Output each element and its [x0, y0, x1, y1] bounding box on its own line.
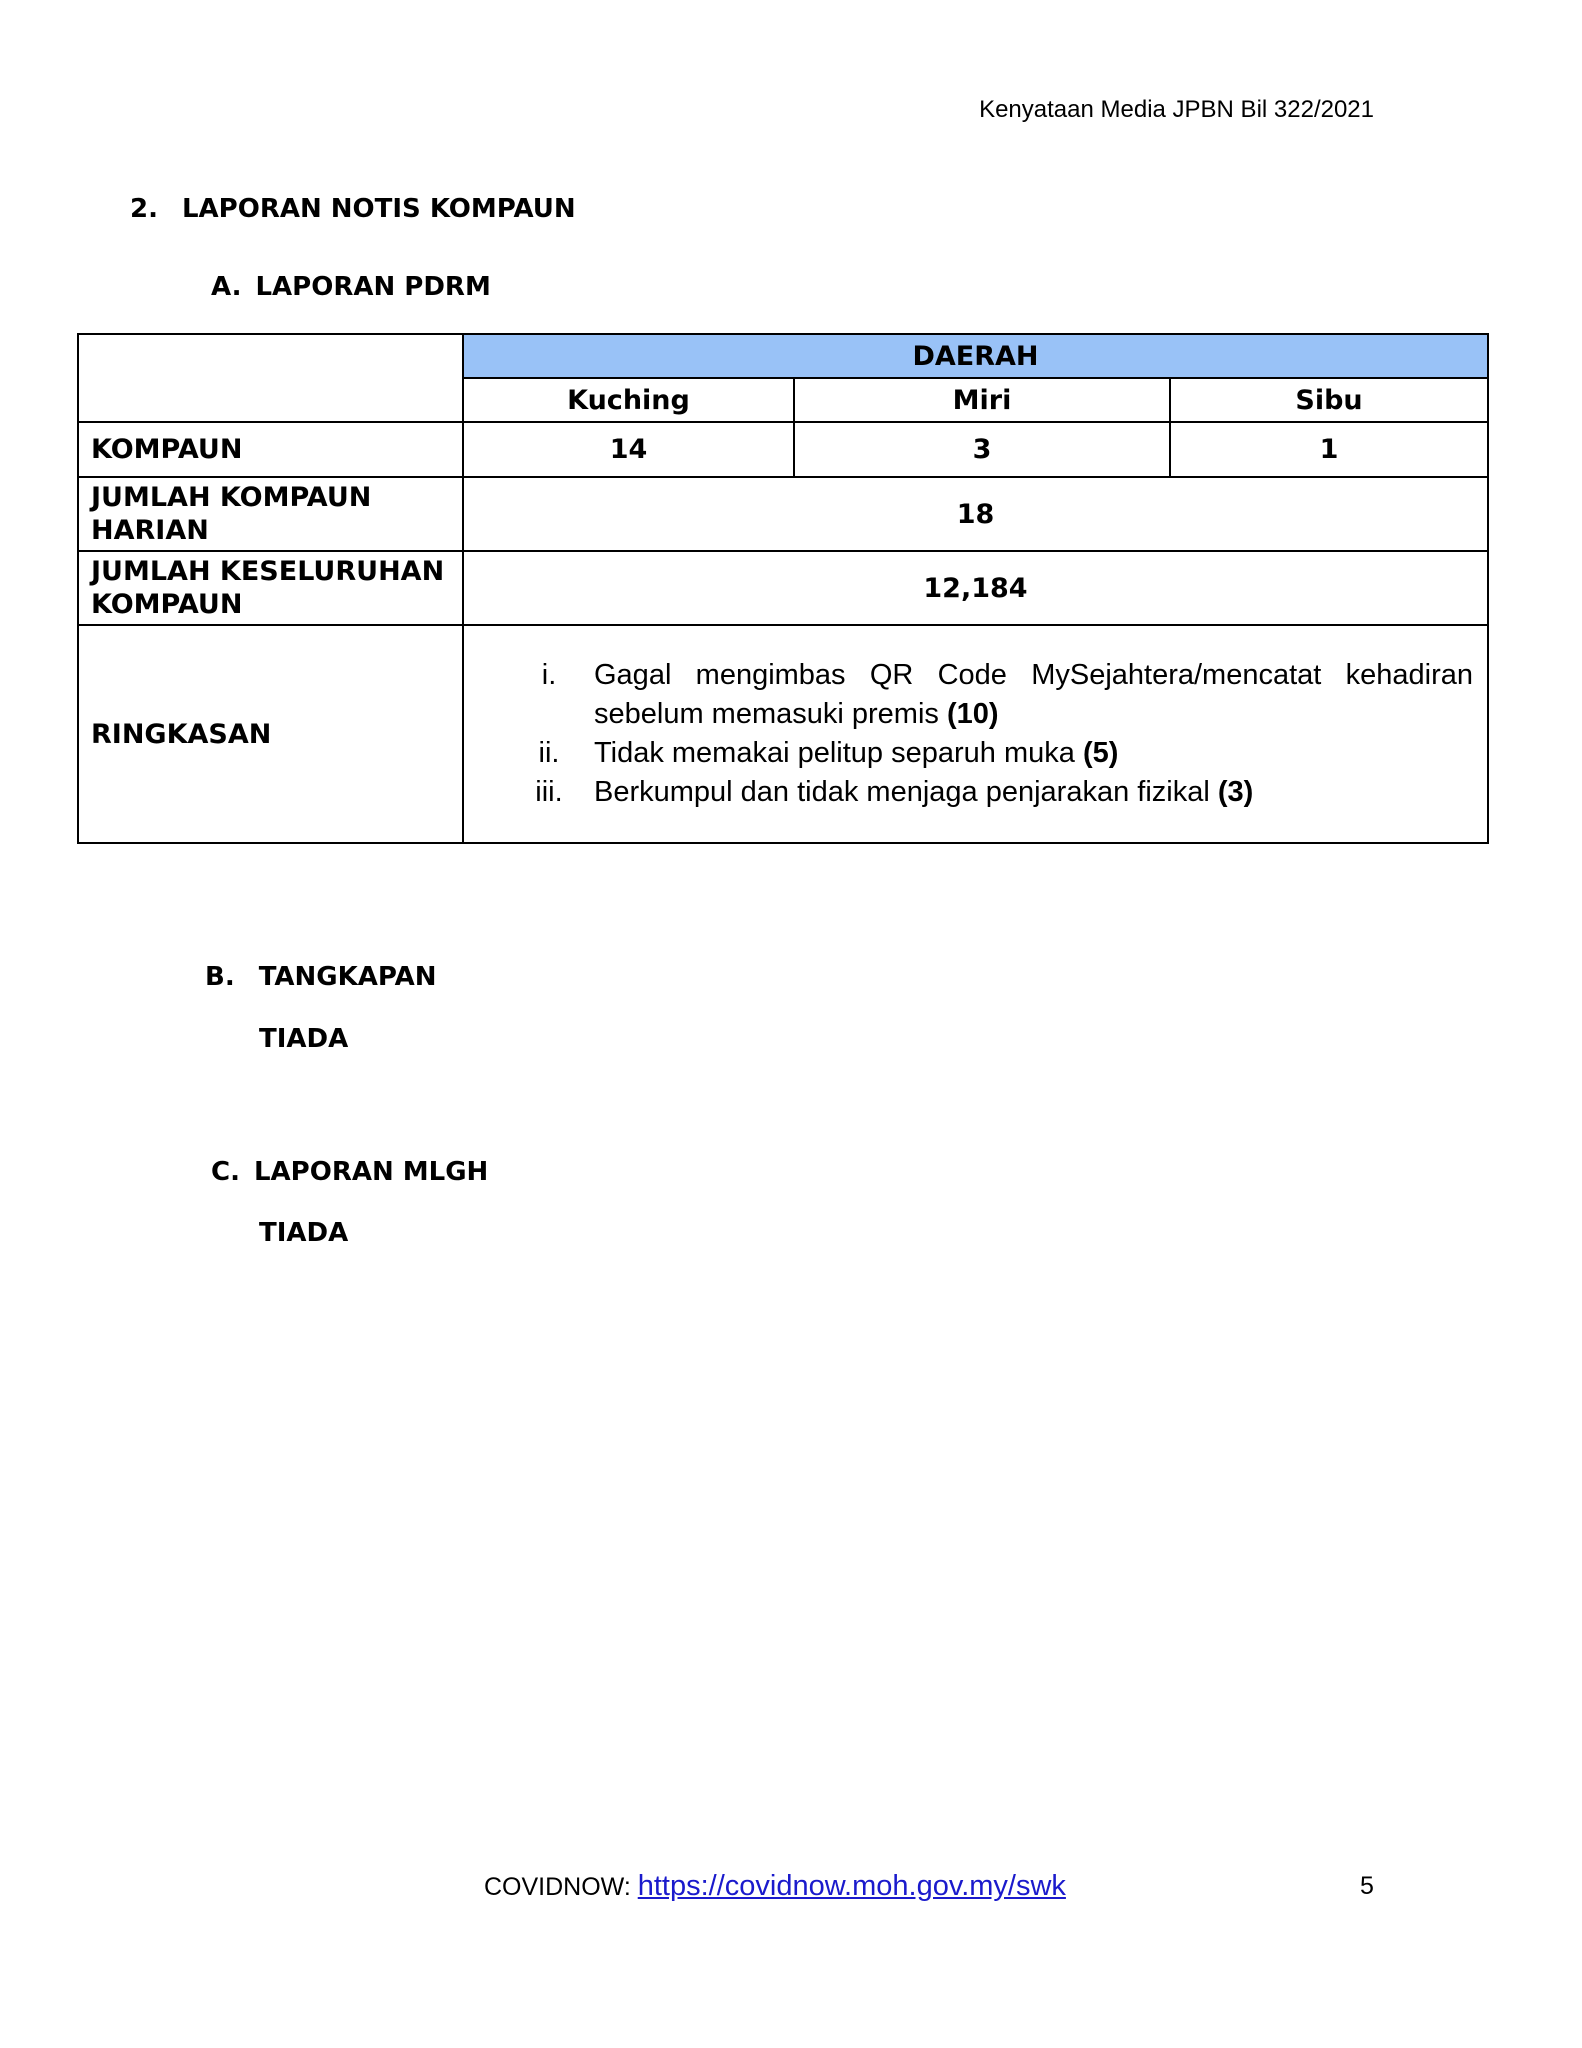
subsection-a-heading — [211, 272, 491, 302]
list-item-numeral: ii. — [538, 737, 560, 769]
subsection-c-heading — [211, 1157, 488, 1187]
kompaun-sibu-value: 1 — [1170, 422, 1488, 477]
list-item-count: (3) — [1217, 776, 1254, 808]
list-item-numeral: iii. — [535, 776, 563, 808]
ringkasan-label: RINGKASAN — [78, 625, 463, 843]
list-item — [504, 773, 1473, 812]
section-number: 2. — [130, 194, 158, 224]
list-item — [504, 734, 1473, 773]
subsection-b-heading — [205, 962, 436, 992]
covidnow-link[interactable]: https://covidnow.moh.gov.my/swk — [637, 1870, 1066, 1902]
page-footer — [484, 1870, 1066, 1903]
document-reference: Kenyataan Media JPBN Bil 322/2021 — [979, 96, 1374, 123]
list-item-text — [594, 773, 1473, 812]
list-item-text — [594, 734, 1473, 773]
subsection-b-letter: B. — [205, 962, 235, 992]
kompaun-label: KOMPAUN — [78, 422, 463, 477]
subsection-b-body: TIADA — [259, 1024, 349, 1054]
list-item-text — [594, 656, 1473, 734]
kompaun-kuching-value: 14 — [463, 422, 794, 477]
table-corner-cell — [78, 334, 463, 422]
jumlah-keseluruhan-label-line2: KOMPAUN — [91, 589, 243, 620]
list-item-description: Berkumpul dan tidak menjaga penjarakan fizikal — [594, 776, 1210, 808]
list-item-count: (10) — [946, 698, 999, 730]
subsection-b-title: TANGKAPAN — [258, 962, 437, 992]
list-item-numeral: i. — [541, 659, 557, 691]
footer-label: COVIDNOW: — [484, 1873, 631, 1901]
district-header-sibu: Sibu — [1170, 378, 1488, 422]
list-item-count: (5) — [1082, 737, 1119, 769]
kompaun-miri-value: 3 — [794, 422, 1170, 477]
jumlah-harian-label-line1: JUMLAH KOMPAUN — [91, 482, 372, 513]
list-item-description: Gagal mengimbas QR Code MySejahtera/mencatat kehadiran sebelum memasuki premis — [594, 659, 1473, 730]
compound-report-table — [77, 333, 1489, 844]
district-header-kuching: Kuching — [463, 378, 794, 422]
district-header-miri: Miri — [794, 378, 1170, 422]
page-number: 5 — [1360, 1872, 1374, 1900]
subsection-c-body: TIADA — [259, 1218, 349, 1248]
subsection-c-title: LAPORAN MLGH — [253, 1157, 489, 1187]
section-title: LAPORAN NOTIS KOMPAUN — [181, 194, 576, 224]
jumlah-keseluruhan-label-line1: JUMLAH KESELURUHAN — [91, 556, 445, 587]
jumlah-keseluruhan-label — [78, 551, 463, 625]
jumlah-harian-value: 18 — [463, 477, 1488, 551]
jumlah-harian-label-line2: HARIAN — [91, 515, 209, 546]
daerah-header: DAERAH — [463, 334, 1488, 378]
section-heading — [130, 194, 576, 224]
list-item — [504, 656, 1473, 734]
jumlah-harian-label — [78, 477, 463, 551]
list-item-description: Tidak memakai pelitup separuh muka — [594, 737, 1075, 769]
subsection-a-letter: A. — [211, 272, 242, 302]
subsection-a-title: LAPORAN PDRM — [255, 272, 491, 302]
ringkasan-list — [463, 625, 1488, 843]
subsection-c-letter: C. — [211, 1157, 240, 1187]
jumlah-keseluruhan-value: 12,184 — [463, 551, 1488, 625]
